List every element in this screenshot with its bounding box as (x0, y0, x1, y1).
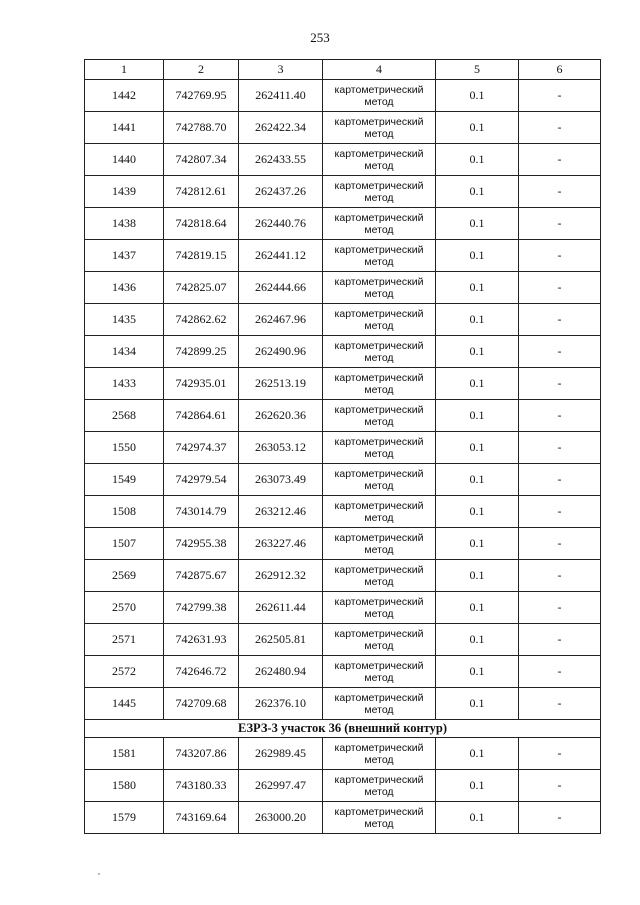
accuracy-cell: 0.1 (436, 770, 519, 802)
note-cell: - (519, 304, 601, 336)
table-row (85, 770, 601, 802)
section-title: ЕЗРЗ-3 участок 36 (внешний контур) (85, 720, 601, 738)
table-row (85, 240, 601, 272)
accuracy-cell: 0.1 (436, 80, 519, 112)
method-cell: картометрический метод (323, 112, 436, 144)
method-cell: картометрический метод (323, 592, 436, 624)
x-coordinate-cell: 742974.37 (164, 432, 239, 464)
x-coordinate-cell: 742631.93 (164, 624, 239, 656)
y-coordinate-cell: 262441.12 (239, 240, 323, 272)
header-cell: 5 (436, 60, 519, 80)
y-coordinate-cell: 262513.19 (239, 368, 323, 400)
note-cell: - (519, 656, 601, 688)
point-number-cell: 1441 (85, 112, 164, 144)
table-row (85, 80, 601, 112)
accuracy-cell: 0.1 (436, 738, 519, 770)
table-row (85, 176, 601, 208)
x-coordinate-cell: 742799.38 (164, 592, 239, 624)
table-row (85, 496, 601, 528)
method-cell: картометрический метод (323, 656, 436, 688)
point-number-cell: 1581 (85, 738, 164, 770)
method-cell: картометрический метод (323, 496, 436, 528)
note-cell: - (519, 432, 601, 464)
point-number-cell: 1437 (85, 240, 164, 272)
point-number-cell: 1438 (85, 208, 164, 240)
y-coordinate-cell: 262989.45 (239, 738, 323, 770)
point-number-cell: 1439 (85, 176, 164, 208)
point-number-cell: 2572 (85, 656, 164, 688)
method-cell: картометрический метод (323, 432, 436, 464)
point-number-cell: 1579 (85, 802, 164, 834)
point-number-cell: 1434 (85, 336, 164, 368)
coordinates-table (84, 59, 601, 834)
method-cell: картометрический метод (323, 176, 436, 208)
y-coordinate-cell: 263000.20 (239, 802, 323, 834)
method-cell: картометрический метод (323, 272, 436, 304)
method-cell: картометрический метод (323, 624, 436, 656)
x-coordinate-cell: 742825.07 (164, 272, 239, 304)
table-row (85, 802, 601, 834)
table-row (85, 272, 601, 304)
accuracy-cell: 0.1 (436, 802, 519, 834)
y-coordinate-cell: 262505.81 (239, 624, 323, 656)
x-coordinate-cell: 742769.95 (164, 80, 239, 112)
x-coordinate-cell: 742646.72 (164, 656, 239, 688)
accuracy-cell: 0.1 (436, 656, 519, 688)
table-row (85, 112, 601, 144)
accuracy-cell: 0.1 (436, 528, 519, 560)
point-number-cell: 1436 (85, 272, 164, 304)
header-cell: 4 (323, 60, 436, 80)
note-cell: - (519, 688, 601, 720)
table-header-row (85, 60, 601, 80)
x-coordinate-cell: 742819.15 (164, 240, 239, 272)
y-coordinate-cell: 262611.44 (239, 592, 323, 624)
y-coordinate-cell: 262433.55 (239, 144, 323, 176)
note-cell: - (519, 144, 601, 176)
method-cell: картометрический метод (323, 208, 436, 240)
method-cell: картометрический метод (323, 464, 436, 496)
y-coordinate-cell: 262411.40 (239, 80, 323, 112)
accuracy-cell: 0.1 (436, 144, 519, 176)
method-cell: картометрический метод (323, 304, 436, 336)
x-coordinate-cell: 742818.64 (164, 208, 239, 240)
point-number-cell: 1433 (85, 368, 164, 400)
table-row (85, 560, 601, 592)
point-number-cell: 1550 (85, 432, 164, 464)
accuracy-cell: 0.1 (436, 240, 519, 272)
table-row (85, 656, 601, 688)
y-coordinate-cell: 263227.46 (239, 528, 323, 560)
header-cell: 2 (164, 60, 239, 80)
header-cell: 1 (85, 60, 164, 80)
note-cell: - (519, 802, 601, 834)
method-cell: картометрический метод (323, 144, 436, 176)
header-cell: 6 (519, 60, 601, 80)
note-cell: - (519, 176, 601, 208)
note-cell: - (519, 368, 601, 400)
x-coordinate-cell: 742812.61 (164, 176, 239, 208)
x-coordinate-cell: 743169.64 (164, 802, 239, 834)
note-cell: - (519, 738, 601, 770)
table-row (85, 400, 601, 432)
method-cell: картометрический метод (323, 802, 436, 834)
note-cell: - (519, 80, 601, 112)
y-coordinate-cell: 263053.12 (239, 432, 323, 464)
table-row (85, 624, 601, 656)
accuracy-cell: 0.1 (436, 432, 519, 464)
method-cell: картометрический метод (323, 528, 436, 560)
accuracy-cell: 0.1 (436, 112, 519, 144)
method-cell: картометрический метод (323, 400, 436, 432)
scan-artifact (98, 873, 100, 875)
x-coordinate-cell: 743207.86 (164, 738, 239, 770)
point-number-cell: 1445 (85, 688, 164, 720)
note-cell: - (519, 400, 601, 432)
note-cell: - (519, 770, 601, 802)
accuracy-cell: 0.1 (436, 464, 519, 496)
point-number-cell: 2568 (85, 400, 164, 432)
y-coordinate-cell: 262997.47 (239, 770, 323, 802)
point-number-cell: 1580 (85, 770, 164, 802)
y-coordinate-cell: 262467.96 (239, 304, 323, 336)
x-coordinate-cell: 743014.79 (164, 496, 239, 528)
point-number-cell: 1508 (85, 496, 164, 528)
x-coordinate-cell: 742864.61 (164, 400, 239, 432)
accuracy-cell: 0.1 (436, 496, 519, 528)
method-cell: картометрический метод (323, 560, 436, 592)
method-cell: картометрический метод (323, 688, 436, 720)
note-cell: - (519, 592, 601, 624)
table-row (85, 464, 601, 496)
accuracy-cell: 0.1 (436, 592, 519, 624)
y-coordinate-cell: 262376.10 (239, 688, 323, 720)
y-coordinate-cell: 262440.76 (239, 208, 323, 240)
table-row (85, 144, 601, 176)
accuracy-cell: 0.1 (436, 304, 519, 336)
method-cell: картометрический метод (323, 240, 436, 272)
accuracy-cell: 0.1 (436, 208, 519, 240)
x-coordinate-cell: 742979.54 (164, 464, 239, 496)
y-coordinate-cell: 263212.46 (239, 496, 323, 528)
y-coordinate-cell: 262437.26 (239, 176, 323, 208)
accuracy-cell: 0.1 (436, 176, 519, 208)
method-cell: картометрический метод (323, 738, 436, 770)
table-row (85, 688, 601, 720)
section-row (85, 720, 601, 738)
table-row (85, 368, 601, 400)
note-cell: - (519, 624, 601, 656)
y-coordinate-cell: 262422.34 (239, 112, 323, 144)
note-cell: - (519, 240, 601, 272)
table-row (85, 208, 601, 240)
y-coordinate-cell: 262620.36 (239, 400, 323, 432)
point-number-cell: 1549 (85, 464, 164, 496)
y-coordinate-cell: 262490.96 (239, 336, 323, 368)
accuracy-cell: 0.1 (436, 560, 519, 592)
note-cell: - (519, 560, 601, 592)
header-cell: 3 (239, 60, 323, 80)
accuracy-cell: 0.1 (436, 272, 519, 304)
table-row (85, 432, 601, 464)
x-coordinate-cell: 742875.67 (164, 560, 239, 592)
y-coordinate-cell: 262480.94 (239, 656, 323, 688)
table-row (85, 738, 601, 770)
note-cell: - (519, 272, 601, 304)
table-row (85, 336, 601, 368)
note-cell: - (519, 208, 601, 240)
y-coordinate-cell: 262912.32 (239, 560, 323, 592)
point-number-cell: 2571 (85, 624, 164, 656)
y-coordinate-cell: 263073.49 (239, 464, 323, 496)
note-cell: - (519, 464, 601, 496)
x-coordinate-cell: 742807.34 (164, 144, 239, 176)
table-row (85, 304, 601, 336)
x-coordinate-cell: 742899.25 (164, 336, 239, 368)
x-coordinate-cell: 742935.01 (164, 368, 239, 400)
note-cell: - (519, 528, 601, 560)
point-number-cell: 1440 (85, 144, 164, 176)
accuracy-cell: 0.1 (436, 336, 519, 368)
method-cell: картометрический метод (323, 770, 436, 802)
x-coordinate-cell: 742709.68 (164, 688, 239, 720)
accuracy-cell: 0.1 (436, 368, 519, 400)
x-coordinate-cell: 742955.38 (164, 528, 239, 560)
x-coordinate-cell: 743180.33 (164, 770, 239, 802)
point-number-cell: 1435 (85, 304, 164, 336)
table-row (85, 592, 601, 624)
point-number-cell: 1442 (85, 80, 164, 112)
point-number-cell: 1507 (85, 528, 164, 560)
table-row (85, 528, 601, 560)
note-cell: - (519, 336, 601, 368)
accuracy-cell: 0.1 (436, 400, 519, 432)
x-coordinate-cell: 742788.70 (164, 112, 239, 144)
page-number: 253 (310, 30, 330, 45)
method-cell: картометрический метод (323, 368, 436, 400)
note-cell: - (519, 496, 601, 528)
accuracy-cell: 0.1 (436, 624, 519, 656)
point-number-cell: 2570 (85, 592, 164, 624)
accuracy-cell: 0.1 (436, 688, 519, 720)
method-cell: картометрический метод (323, 80, 436, 112)
point-number-cell: 2569 (85, 560, 164, 592)
x-coordinate-cell: 742862.62 (164, 304, 239, 336)
method-cell: картометрический метод (323, 336, 436, 368)
note-cell: - (519, 112, 601, 144)
y-coordinate-cell: 262444.66 (239, 272, 323, 304)
